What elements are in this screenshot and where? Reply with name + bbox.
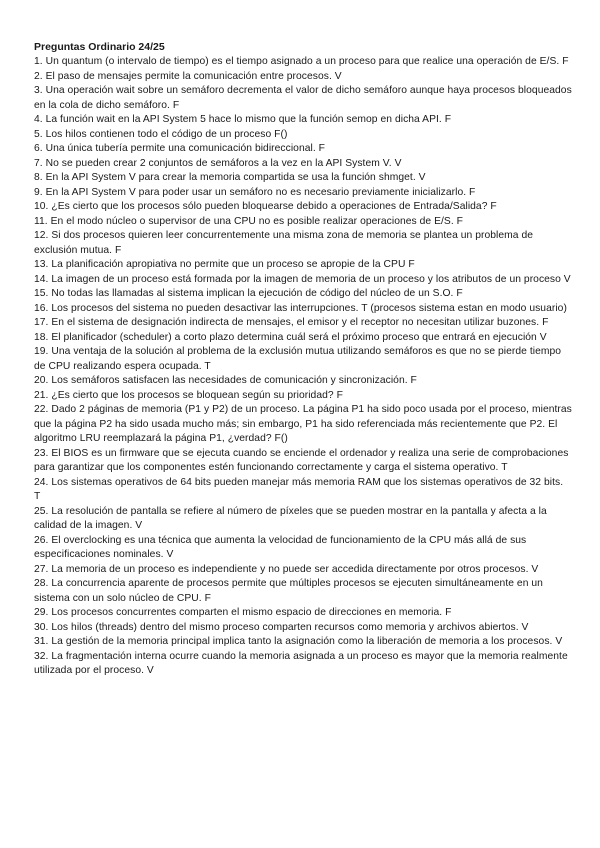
question-item: 14. La imagen de un proceso está formada por la imagen de memoria de un proceso y los atributos de un proceso V [34, 273, 571, 285]
question-item: 7. No se pueden crear 2 conjuntos de semáforos a la vez en la API System V. V [34, 157, 402, 169]
question-item: 1. Un quantum (o intervalo de tiempo) es el tiempo asignado a un proceso para que realice una operación de E/S. F [34, 56, 569, 67]
question-item: 13. La planificación apropiativa no permite que un proceso se apropie de la CPU F [34, 259, 415, 270]
question-item: 20. Los semáforos satisfacen las necesidades de comunicación y sincronización. F [34, 375, 417, 386]
question-item: 22. Dado 2 páginas de memoria (P1 y P2) de un proceso. La página P1 ha sido poco usada por el proceso, mientras que la página P2 ha sido usada mucho más; sin embargo, P1 ha sido referenciada más recientemente que P2. El algoritmo LRU reemplazará la página P1, ¿verdad? F() [34, 404, 572, 444]
question-item: 27. La memoria de un proceso es independiente y no puede ser accedida directamente por otros procesos. V [34, 563, 539, 575]
question-item: 32. La fragmentación interna ocurre cuando la memoria asignada a un proceso es mayor que la memoria realmente utilizada por el proceso. V [34, 650, 568, 676]
question-item: 16. Los procesos del sistema no pueden desactivar las interrupciones. T (procesos sistema estan en modo usuario) [34, 302, 567, 314]
question-item: 31. La gestión de la memoria principal implica tanto la asignación como la liberación de memoria a los procesos. V [34, 636, 563, 647]
question-item: 12. Si dos procesos quieren leer concurrentemente una misma zona de memoria se plantea un problema de exclusión mutua. F [34, 230, 534, 256]
question-item: 6. Una única tubería permite una comunicación bidireccional. F [34, 143, 325, 154]
question-item: 2. El paso de mensajes permite la comunicación entre procesos. V [34, 70, 342, 82]
question-item: 25. La resolución de pantalla se refiere al número de píxeles que se pueden mostrar en la pantalla y afecta a la calidad de la imagen. V [34, 505, 547, 531]
question-item: 19. Una ventaja de la solución al problema de la exclusión mutua utilizando semáforos es que no se pierde tiempo de CPU realizando espera ocupada. T [34, 346, 562, 372]
question-item: 4. La función wait en la API System 5 hace lo mismo que la función semop en dicha API. F [34, 114, 452, 125]
question-item: 30. Los hilos (threads) dentro del mismo proceso comparten recursos como memoria y archivos abiertos. V [34, 621, 529, 633]
question-item: 15. No todas las llamadas al sistema implican la ejecución de código del núcleo de un S.O. F [34, 288, 463, 299]
question-item: 3. Una operación wait sobre un semáforo decrementa el valor de dicho semáforo aunque haya procesos bloqueados en la cola de dicho semáforo. F [34, 85, 572, 111]
question-item: 5. Los hilos contienen todo el código de un proceso F() [34, 128, 288, 140]
question-item: 10. ¿Es cierto que los procesos sólo pueden bloquearse debido a operaciones de Entrada/Salida? F [34, 201, 497, 212]
question-list [34, 55, 572, 679]
question-item: 26. El overclocking es una técnica que aumenta la velocidad de funcionamiento de la CPU más allá de sus especificaciones nominales. V [34, 534, 527, 560]
question-item: 17. En el sistema de designación indirecta de mensajes, el emisor y el receptor no necesitan utilizar buzones. F [34, 317, 549, 328]
question-item: 24. Los sistemas operativos de 64 bits pueden manejar más memoria RAM que los sistemas operativos de 32 bits. T [34, 476, 564, 502]
question-item: 11. En el modo núcleo o supervisor de una CPU no es posible realizar operaciones de E/S. F [34, 215, 464, 227]
question-item: 21. ¿Es cierto que los procesos se bloquean según su prioridad? F [34, 389, 343, 401]
document-title: Preguntas Ordinario 24/25 [34, 41, 165, 53]
question-item: 9. En la API System V para poder usar un semáforo no es necesario previamente inicializarlo. F [34, 186, 476, 198]
question-item: 23. El BIOS es un firmware que se ejecuta cuando se enciende el ordenador y realiza una serie de comprobaciones para garantizar que los componentes estén funcionando correctamente y carga el sistema operativo. T [34, 447, 569, 473]
question-item: 8. En la API System V para crear la memoria compartida se usa la función shmget. V [34, 172, 426, 183]
question-item: 28. La concurrencia aparente de procesos permite que múltiples procesos se ejecuten simultáneamente en un sistema con un solo núcleo de CPU. F [34, 578, 543, 604]
question-item: 18. El planificador (scheduler) a corto plazo determina cuál será el próximo proceso que entrará en ejecución V [34, 331, 547, 343]
question-item: 29. Los procesos concurrentes comparten el mismo espacio de direcciones en memoria. F [34, 607, 452, 618]
